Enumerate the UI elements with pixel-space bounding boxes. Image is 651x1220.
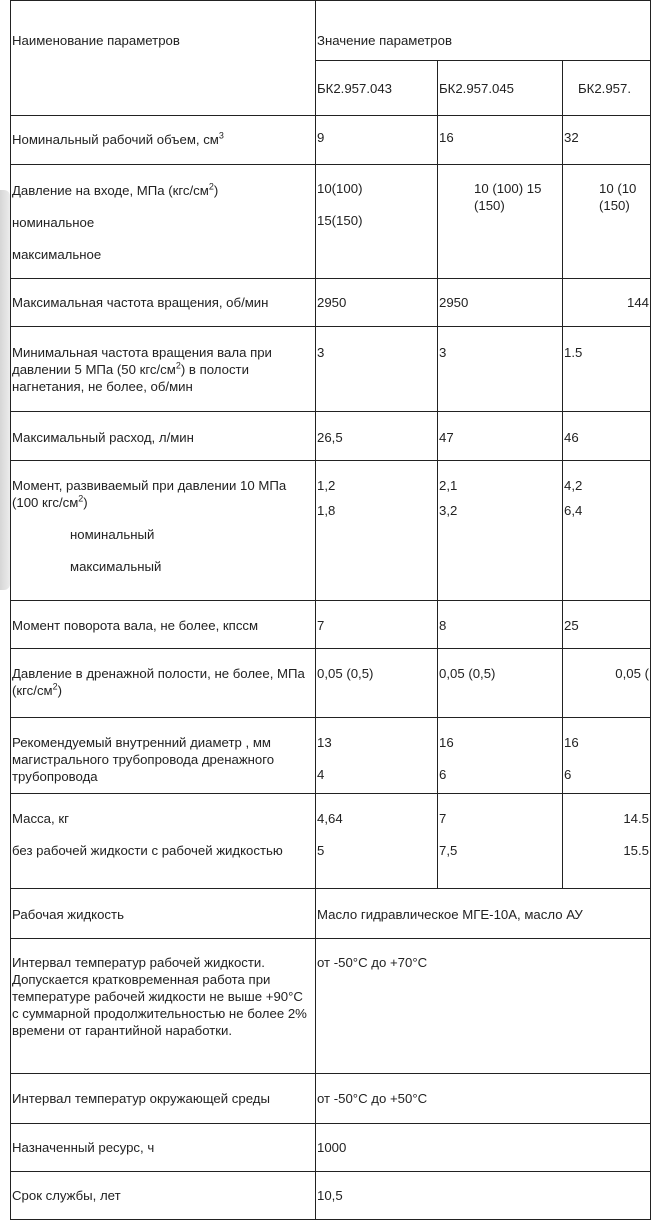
table-row-drain-pressure <box>11 649 651 718</box>
max-freq-v2: 2950 <box>438 279 563 327</box>
ambient-temp-value: от -50°С до +50°С <box>316 1074 651 1124</box>
fluid-temp-label: Интервал температур рабочей жидкости. Допускается кратковременная работа при температуре рабочей жидкости не выше +90°С с суммарной продолжительностью не более 2% времени от гарантийной наработки. <box>11 939 316 1074</box>
turn-moment-v2: 8 <box>438 601 563 649</box>
ambient-temp-label: Интервал температур окружающей среды <box>11 1074 316 1124</box>
resource-label: Назначенный ресурс, ч <box>11 1124 316 1172</box>
min-freq-v3: 1.5 <box>563 327 651 412</box>
max-freq-v3: 144 <box>563 279 651 327</box>
table-row-volume <box>11 116 651 165</box>
diameter-v1: 13 4 <box>316 718 438 794</box>
header-param-value: Значение параметров <box>316 1 651 61</box>
table-row-torque <box>11 461 651 601</box>
table-row-min-freq <box>11 327 651 412</box>
diameter-label: Рекомендуемый внутренний диаметр , мм магистрального трубопровода дренажного трубопровода <box>11 718 316 794</box>
service-life-value: 10,5 <box>316 1172 651 1220</box>
table-row-max-freq <box>11 279 651 327</box>
fluid-label: Рабочая жидкость <box>11 889 316 939</box>
service-life-label: Срок службы, лет <box>11 1172 316 1220</box>
volume-label: Номинальный рабочий объем, $см^3$ <box>11 116 316 165</box>
max-flow-label: Максимальный расход, л/мин <box>11 412 316 461</box>
table-row-max-flow <box>11 412 651 461</box>
mass-v2: 7 7,5 <box>438 794 563 889</box>
drain-pressure-v3: 0,05 ( <box>563 649 651 718</box>
table-row-diameter <box>11 718 651 794</box>
left-edge-shadow <box>0 190 10 590</box>
pressure-v1: 10(100) 15(150) <box>316 165 438 279</box>
turn-moment-v1: 7 <box>316 601 438 649</box>
min-freq-label: Минимальная частота вращения вала при давлении 5 МПа (50 кгс/$см^2$) в полости нагнетания, не более, об/мин <box>11 327 316 412</box>
table-row-pressure <box>11 165 651 279</box>
table-row-fluid <box>11 889 651 939</box>
table-row-service-life <box>11 1172 651 1220</box>
diameter-v2: 16 6 <box>438 718 563 794</box>
max-freq-v1: 2950 <box>316 279 438 327</box>
pressure-label: Давление на входе, МПа $(кгс/см^2)$ номинальное максимальное <box>11 165 316 279</box>
mass-v3: 14.5 15.5 <box>563 794 651 889</box>
header-param-name: Наименование параметров <box>11 1 316 116</box>
turn-moment-label: Момент поворота вала, не более, кпссм <box>11 601 316 649</box>
min-freq-v2: 3 <box>438 327 563 412</box>
torque-v1: 1,2 1,8 <box>316 461 438 601</box>
model-2: БК2.957.045 <box>438 61 563 116</box>
table-row-mass <box>11 794 651 889</box>
diameter-v3: 16 6 <box>563 718 651 794</box>
volume-v1: 9 <box>316 116 438 165</box>
resource-value: 1000 <box>316 1124 651 1172</box>
pressure-v2: 10 (100) 15 (150) <box>438 165 563 279</box>
torque-label: Момент, развиваемый при давлении 10 МПа (100 кгс/$см^2$) номинальный максимальный <box>11 461 316 601</box>
fluid-temp-value: от -50°С до +70°С <box>316 939 651 1074</box>
model-3: БК2.957. <box>563 61 651 116</box>
torque-v2: 2,1 3,2 <box>438 461 563 601</box>
fluid-value: Масло гидравлическое МГЕ-10А, масло АУ <box>316 889 651 939</box>
max-flow-v2: 47 <box>438 412 563 461</box>
turn-moment-v3: 25 <box>563 601 651 649</box>
table-row-fluid-temp <box>11 939 651 1074</box>
max-flow-v1: 26,5 <box>316 412 438 461</box>
max-flow-v3: 46 <box>563 412 651 461</box>
drain-pressure-v1: 0,05 (0,5) <box>316 649 438 718</box>
pressure-v3: 10 (10 (150) <box>563 165 651 279</box>
table-row-ambient-temp <box>11 1074 651 1124</box>
table-header-row <box>11 1 651 61</box>
max-freq-label: Максимальная частота вращения, об/мин <box>11 279 316 327</box>
torque-v3: 4,2 6,4 <box>563 461 651 601</box>
min-freq-v1: 3 <box>316 327 438 412</box>
drain-pressure-label: Давление в дренажной полости, не более, МПа $(кгс/см^2)$ <box>11 649 316 718</box>
mass-label: Масса, кг без рабочей жидкости с рабочей жидкостью <box>11 794 316 889</box>
drain-pressure-v2: 0,05 (0,5) <box>438 649 563 718</box>
volume-v3: 32 <box>563 116 651 165</box>
volume-v2: 16 <box>438 116 563 165</box>
model-1: БК2.957.043 <box>316 61 438 116</box>
parameters-table <box>10 0 651 1220</box>
table-row-resource <box>11 1124 651 1172</box>
table-row-turn-moment <box>11 601 651 649</box>
mass-v1: 4,64 5 <box>316 794 438 889</box>
